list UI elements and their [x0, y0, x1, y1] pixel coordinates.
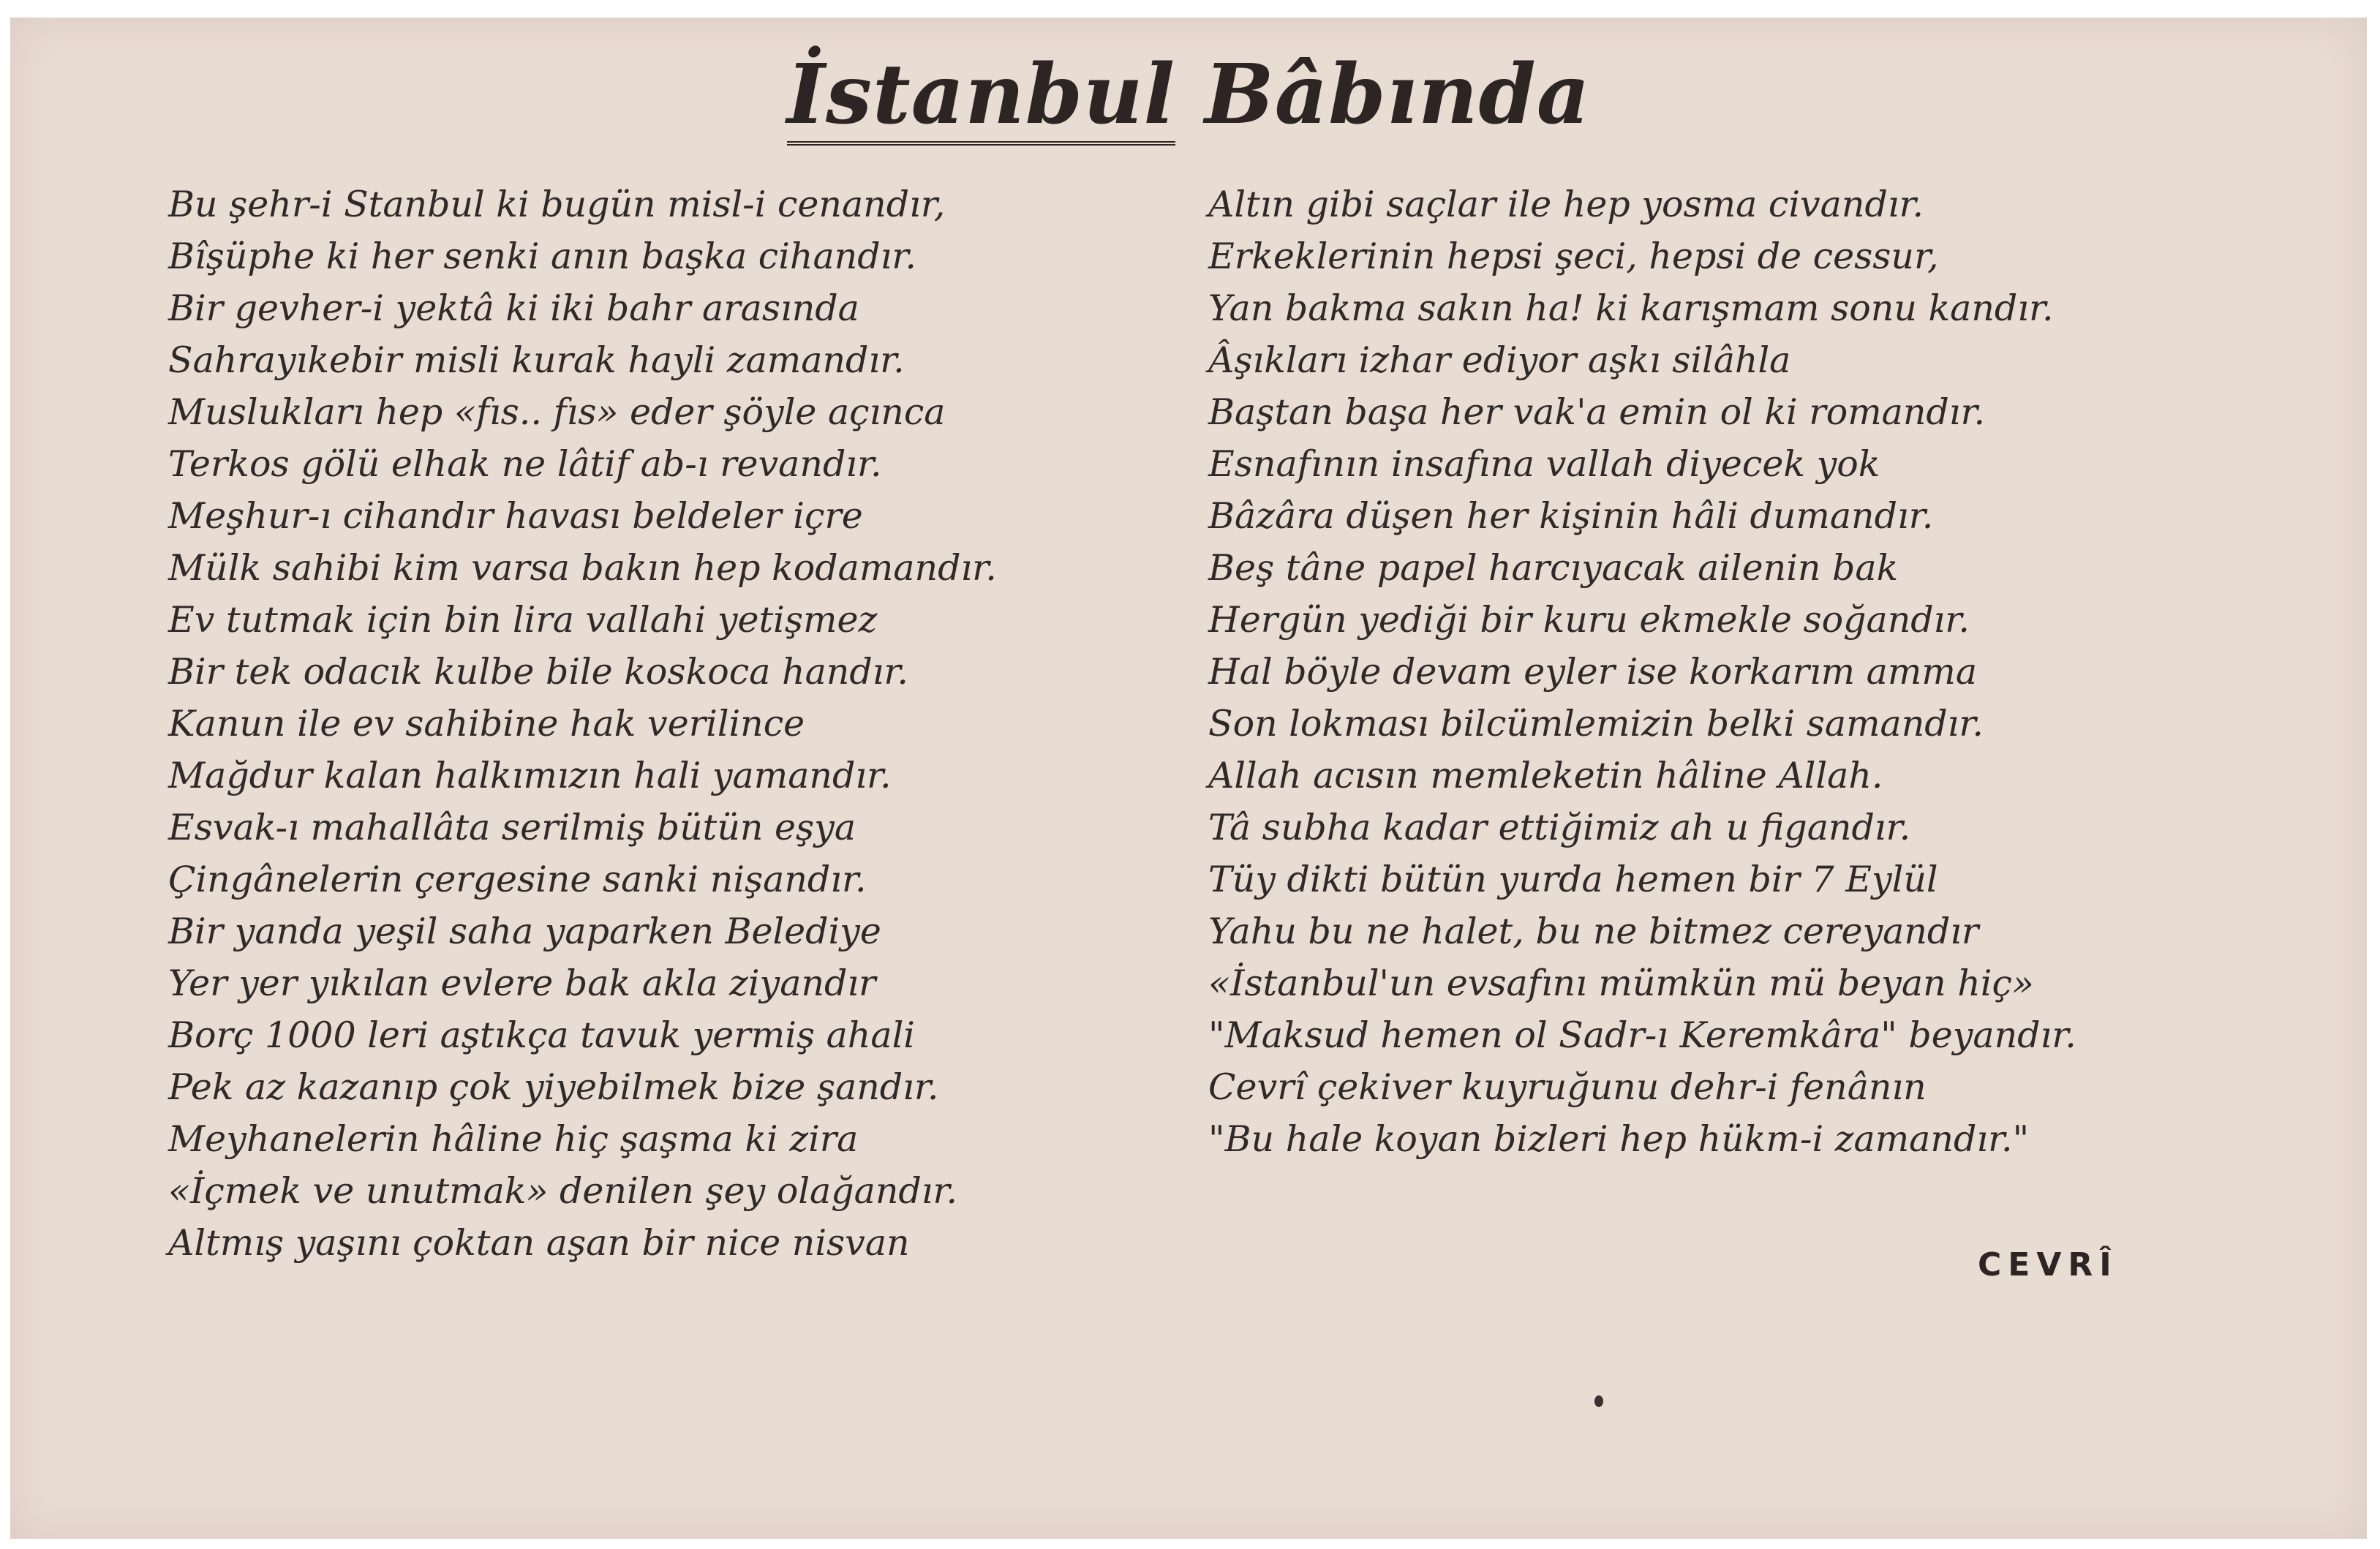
poem-line: Bîşüphe ki her senki anın başka cihandır. [168, 235, 916, 277]
poem-line: Hergün yediği bir kuru ekmekle soğandır. [1208, 599, 1970, 641]
poem-line: Bir gevher-i yektâ ki iki bahr arasında [168, 287, 859, 329]
poem-line: Âşıkları izhar ediyor aşkı silâhla [1208, 339, 1791, 381]
poem-line: Muslukları hep «fıs.. fıs» eder şöyle açınca [168, 391, 946, 433]
poem-line: Borç 1000 leri aştıkça tavuk yermiş ahali [168, 1014, 915, 1056]
poem-line: Terkos gölü elhak ne lâtif ab-ı revandır. [168, 443, 882, 485]
poem-line: Baştan başa her vak'a emin ol ki romandır. [1208, 391, 1986, 433]
poem-line: Çingânelerin çergesine sanki nişandır. [168, 859, 867, 900]
poem-line: "Bu hale koyan bizleri hep hükm-i zamandır." [1208, 1118, 2030, 1160]
poem-line: Cevrî çekiver kuyruğunu dehr-i fenânın [1208, 1066, 1927, 1108]
poem-line: Mülk sahibi kim varsa bakın hep kodamandır. [168, 547, 997, 589]
poem-line: "Maksud hemen ol Sadr-ı Keremkâra" beyandır. [1208, 1014, 2076, 1056]
poem-right-column [1208, 178, 2262, 1165]
ink-speck [1594, 1395, 1603, 1407]
poem-line: Bir tek odacık kulbe bile koskoca handır. [168, 651, 908, 693]
author-signature: CEVRÎ [1978, 1246, 2118, 1284]
poem-line: «İçmek ve unutmak» denilen şey olağandır. [168, 1170, 958, 1212]
poem-line: Beş tâne papel harcıyacak ailenin bak [1208, 547, 1899, 589]
poem-line: Meşhur-ı cihandır havası beldeler içre [168, 495, 863, 537]
poem-line: Bir yanda yeşil saha yaparken Belediye [168, 911, 881, 952]
poem-line: Son lokması bilcümlemizin belki samandır. [1208, 703, 1984, 745]
poem-line: Yer yer yıkılan evlere bak akla ziyandır [168, 962, 876, 1004]
poem-line: Bu şehr-i Stanbul ki bugün misl-i cenandır, [168, 184, 946, 225]
title-word-babinda: Bâbında [1205, 47, 1591, 143]
poem-line: Tâ subha kadar ettiğimiz ah u figandır. [1208, 807, 1911, 848]
poem-line: Ev tutmak için bin lira vallahi yetişmez [168, 599, 878, 641]
poem-line: Tüy dikti bütün yurda hemen bir 7 Eylül [1208, 859, 1938, 900]
poem-line: Allah acısın memleketin hâline Allah. [1208, 755, 1883, 796]
poem-left-column [168, 178, 1178, 1269]
poem-line: Hal böyle devam eyler ise korkarım amma [1208, 651, 1978, 693]
poem-title [10, 47, 2367, 146]
poem-line: Altın gibi saçlar ile hep yosma civandır. [1208, 184, 1924, 225]
poem-line: Yahu bu ne halet, bu ne bitmez cereyandır [1208, 911, 1979, 952]
newspaper-clipping [10, 18, 2367, 1539]
poem-line: Kanun ile ev sahibine hak verilince [168, 703, 805, 745]
poem-line: Esvak-ı mahallâta serilmiş bütün eşya [168, 807, 856, 848]
poem-line: Mağdur kalan halkımızın hali yamandır. [168, 755, 892, 796]
poem-line: Bâzâra düşen her kişinin hâli dumandır. [1208, 495, 1934, 537]
poem-line: «İstanbul'un evsafını mümkün mü beyan hiç» [1208, 962, 2034, 1004]
poem-line: Sahrayıkebir misli kurak hayli zamandır. [168, 339, 905, 381]
poem-line: Yan bakma sakın ha! ki karışmam sonu kandır. [1208, 287, 2054, 329]
poem-line: Pek az kazanıp çok yiyebilmek bize şandır. [168, 1066, 939, 1108]
poem-line: Meyhanelerin hâline hiç şaşma ki zira [168, 1118, 859, 1160]
poem-line: Altmış yaşını çoktan aşan bir nice nisvan [168, 1222, 910, 1264]
poem-line: Erkeklerinin hepsi şeci, hepsi de cessur, [1208, 235, 1939, 277]
poem-line: Esnafının insafına vallah diyecek yok [1208, 443, 1880, 485]
title-word-istanbul: İstanbul [787, 52, 1175, 146]
